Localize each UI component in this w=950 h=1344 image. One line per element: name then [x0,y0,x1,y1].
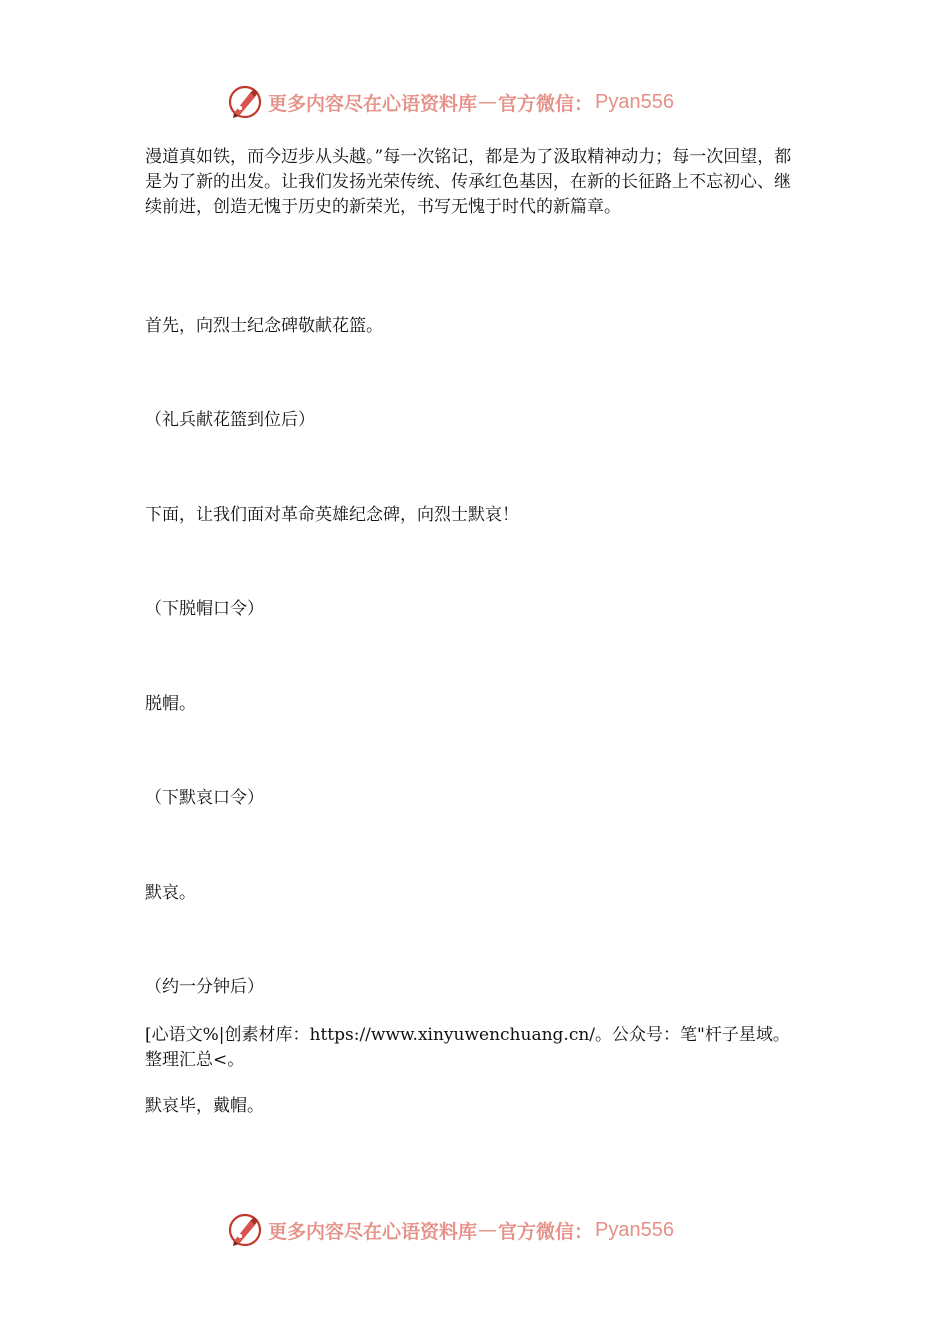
paragraph-stage-note-hats-off: （下脱帽口令） [145,599,264,619]
pen-logo-icon [226,1211,264,1249]
paragraph-intro: 漫道真如铁，而今迈步从头越。”每一次铭记，都是为了汲取精神动力；每一次回望，都是为了新的出发。让我们发扬光荣传统、传承红色基因，在新的长征路上不忘初心、继续前进，创造无愧于历史的新荣光，书写无愧于时代的新篇章。 [145,147,792,217]
header-banner [226,82,674,122]
paragraph-hats-off: 脱帽。 [145,694,196,714]
pen-logo-icon [226,83,264,121]
paragraph-stage-note-one-minute: （约一分钟后） [145,977,264,997]
paragraph-wreath: 首先，向烈士纪念碑敬献花篮。 [145,316,383,336]
footer-banner-separator: — [478,1219,498,1241]
paragraph-hats-on: 默哀毕，戴帽。 [145,1096,264,1116]
paragraph-stage-note-silence: （下默哀口令） [145,788,264,808]
header-banner-wechat-id: Pyan556 [595,90,674,113]
header-banner-wechat-label: 官方微信： [498,92,594,115]
paragraph-source-note: [心语文%|创素材库：https://www.xinyuwenchuang.cn/。公众号：笔"杆子星域。整理汇总<。 [145,1025,790,1070]
footer-banner [226,1210,674,1250]
footer-banner-wechat-label: 官方微信： [498,1220,594,1243]
paragraph-silence: 默哀。 [145,883,196,903]
footer-banner-wechat-id: Pyan556 [595,1218,674,1241]
paragraph-stage-note-wreath: （礼兵献花篮到位后） [145,410,315,430]
footer-banner-text: 更多内容尽在心语资料库 [268,1220,478,1243]
paragraph-silence-call: 下面，让我们面对革命英雄纪念碑，向烈士默哀！ [145,505,519,525]
header-banner-separator: — [478,91,498,113]
header-banner-text: 更多内容尽在心语资料库 [268,92,478,115]
